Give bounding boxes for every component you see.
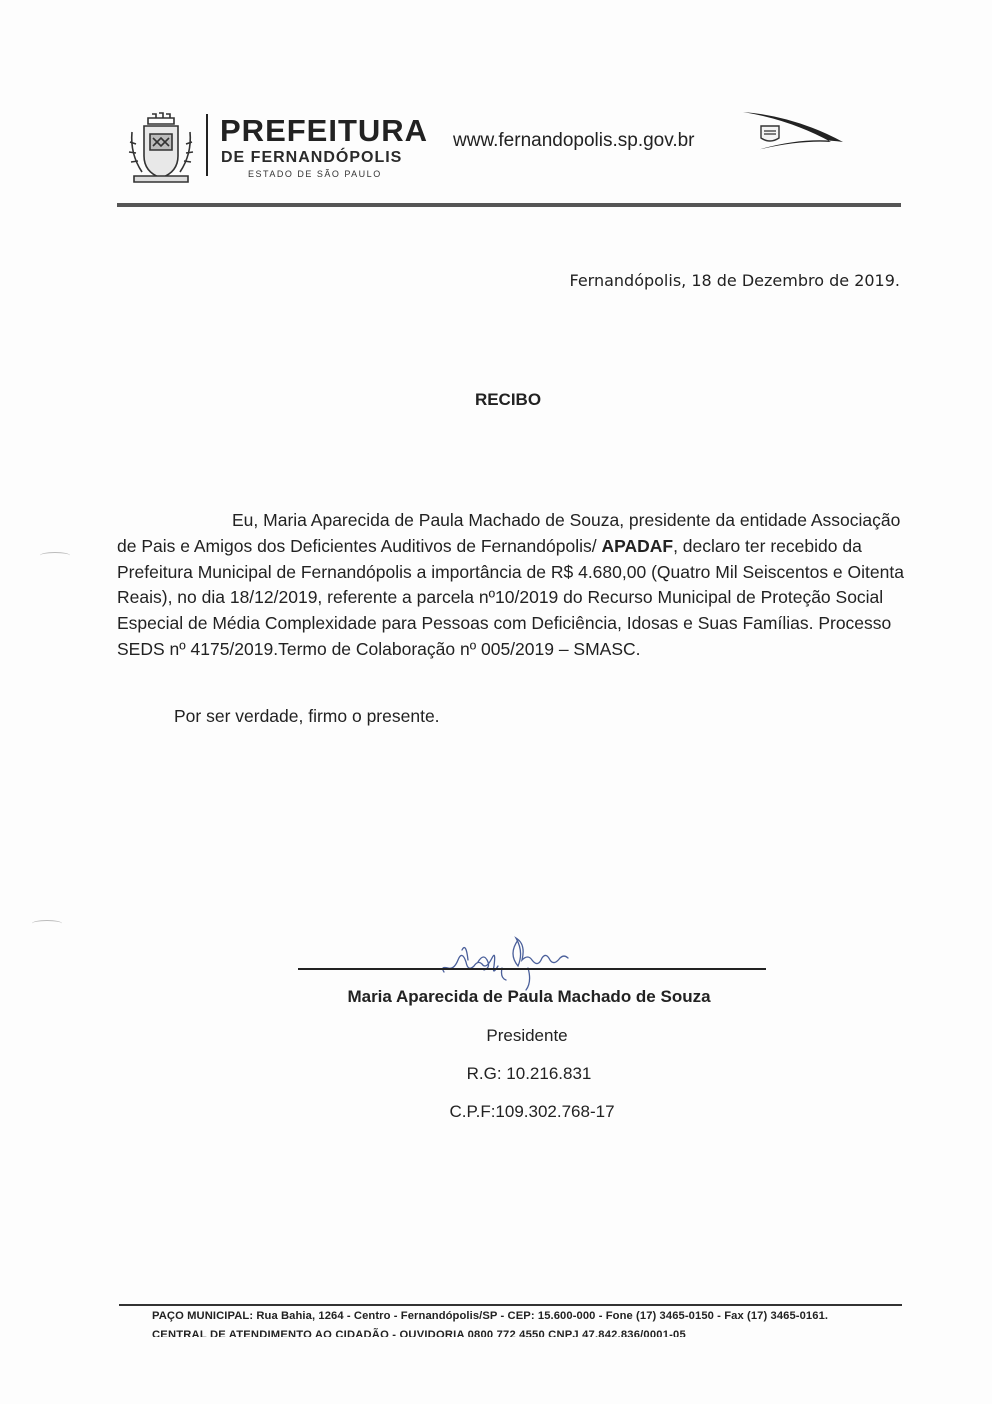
header-divider bbox=[206, 114, 208, 176]
document-date: Fernandópolis, 18 de Dezembro de 2019. bbox=[569, 271, 900, 290]
brand-subtitle: DE FERNANDÓPOLIS bbox=[221, 149, 403, 166]
brand-title: PREFEITURA bbox=[220, 113, 429, 148]
body-text-part1: Eu, Maria Aparecida de Paula Machado de Souza, presidente da entidade Associação de Pais e Amigos dos Deficientes Auditivos de Fernandópolis/ bbox=[117, 510, 901, 556]
entity-acronym: APADAF bbox=[601, 535, 674, 556]
footer-address: PAÇO MUNICIPAL: Rua Bahia, 1264 - Centro - Fernandópolis/SP - CEP: 15.600-000 - Fone (17) 3465-0150 - Fax (17) 3465-0161. bbox=[152, 1310, 829, 1322]
signer-cpf: C.P.F:109.302.768-17 bbox=[449, 1102, 615, 1121]
footer-line2-container bbox=[152, 1328, 852, 1337]
header-rule bbox=[117, 203, 901, 207]
footer-contact: CENTRAL DE ATENDIMENTO AO CIDADÃO - OUVIDORIA 0800 772 4550 CNPJ 47.842.836/0001-05 bbox=[152, 1329, 686, 1337]
footer-rule bbox=[119, 1304, 902, 1306]
body-text-part2: , declaro ter recebido da Prefeitura Municipal de Fernandópolis a importância de R$ 4.680,00 (Quatro Mil Seiscentos e Oitenta Reais), no dia 18/12/2019, referente a parcela nº10/2019 do Recurso Municipal de Proteção Social Especial de Média Complexidade para Pessoas com Deficiência, Idosas e Suas Famílias. Processo SEDS nº 4175/2019.Termo de Colaboração nº 005/2019 – SMASC. bbox=[117, 535, 904, 659]
signer-role: Presidente bbox=[486, 1026, 568, 1045]
municipal-crest-icon bbox=[126, 112, 196, 186]
scan-mark bbox=[32, 920, 62, 927]
closing-statement: Por ser verdade, firmo o presente. bbox=[174, 706, 440, 726]
body-paragraph bbox=[117, 508, 907, 663]
signer-name: Maria Aparecida de Paula Machado de Souza bbox=[347, 987, 711, 1006]
website-link[interactable]: www.fernandopolis.sp.gov.br bbox=[453, 130, 695, 151]
brand-state: ESTADO DE SÃO PAULO bbox=[248, 169, 382, 179]
signer-rg: R.G: 10.216.831 bbox=[466, 1064, 592, 1083]
document-title: RECIBO bbox=[474, 390, 542, 409]
scan-mark bbox=[40, 552, 70, 559]
signature-line bbox=[298, 968, 766, 970]
arrow-logo-icon bbox=[735, 106, 847, 158]
handwritten-signature bbox=[432, 928, 592, 992]
